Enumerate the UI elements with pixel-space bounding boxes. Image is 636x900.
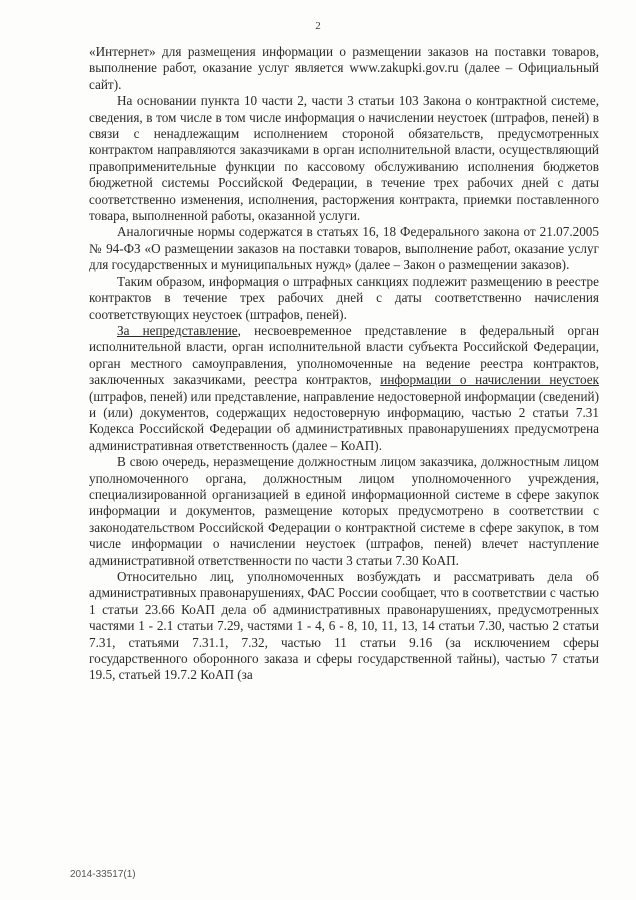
paragraph-liability-text-a: , несвоевременное представление в федеральный орган исполнительной власти, орган исполнительной власти субъекта Российской Федерации, орган местного самоуправления, уполномоченные на ведение реестра контрактов, заключенных заказчиками, реестра контрактов, <box>89 322 600 388</box>
paragraph-non-placement-liability: В свою очередь, неразмещение должностным лицом заказчика, должностным лицом уполномоченного органа, должностным лицом уполномоченного учреждения, специализированной организацией в единой информационной системе в сфере закупок информации и документов, размещение которых предусмотрено в соответствии с законодательством Российской Федерации о контрактной системе в сфере закупок, в том числе информации о начислении неустоек (штрафов, пеней) влечет наступление административной ответственности по части 3 статьи 7.30 КоАП. <box>89 454 599 568</box>
underlined-phrase-penalty-info: информации о начислении неустоек <box>380 372 600 388</box>
paragraph-similar-norms: Аналогичные нормы содержатся в статьях 16, 18 Федерального закона от 21.07.2005 № 94-ФЗ «О размещении заказов на поставки товаров, выполнение работ, оказание услуг для государственных и муниципальных нужд» (далее – Закон о размещении заказов). <box>89 224 599 273</box>
underlined-phrase-non-submission: За непредставление <box>117 322 238 338</box>
document-footer-code: 2014-33517(1) <box>70 869 136 880</box>
page-number: 2 <box>315 20 321 32</box>
paragraph-liability-text-b: (штрафов, пеней) или представление, направление недостоверной информации (сведений) и (или) документов, содержащих недостоверную информацию, частью 2 статьи 7.31 Кодекса Российской Федерации об административных правонарушениях предусмотрена административная ответственность (далее – КоАП). <box>89 388 599 453</box>
paragraph-authorized-persons: Относительно лиц, уполномоченных возбуждать и рассматривать дела об административных правонарушениях, ФАС России сообщает, что в соответствии с частью 1 статьи 23.66 КоАП дела об административных правонарушениях, предусмотренных частями 1 - 2.1 статьи 7.29, частями 1 - 4, 6 - 8, 10, 11, 13, 14 статьи 7.30, частью 2 статьи 7.31, статьями 7.31.1, 7.32, частью 11 статьи 9.16 (за исключением сферы государственного оборонного заказа и сферы государственной тайны), частью 7 статьи 19.5, статьей 19.7.2 КоАП (за <box>89 569 599 683</box>
paragraph-official-site: «Интернет» для размещения информации о размещении заказов на поставки товаров, выполнение работ, оказание услуг является www.zakupki.gov.ru (далее – Официальный сайт). <box>89 44 599 92</box>
paragraph-penalty-info-placement: Таким образом, информация о штрафных санкциях подлежит размещению в реестре контрактов в течение трех рабочих дней с даты соответственно начисления соответствующих неустоек (штрафов, пеней). <box>89 273 599 322</box>
paragraph-contract-system-basis: На основании пункта 10 части 2, части 3 статьи 103 Закона о контрактной системе, сведения, в том числе в том числе информация о начислении неустоек (штрафов, пеней) в связи с ненадлежащим исполнением стороной обязательств, предусмотренных контрактом направляются заказчиками в орган исполнительной власти, осуществляющий правоприменительные функции по кассовому обслуживанию исполнения бюджетов бюджетной системы Российской Федерации, в течение трех рабочих дней с даты соответственно изменения, исполнения, расторжения контракта, приемки поставленного товара, выполненной работы, оказанной услуги. <box>89 93 599 224</box>
paragraph-liability-non-submission <box>89 323 599 454</box>
letter-body <box>89 44 599 684</box>
